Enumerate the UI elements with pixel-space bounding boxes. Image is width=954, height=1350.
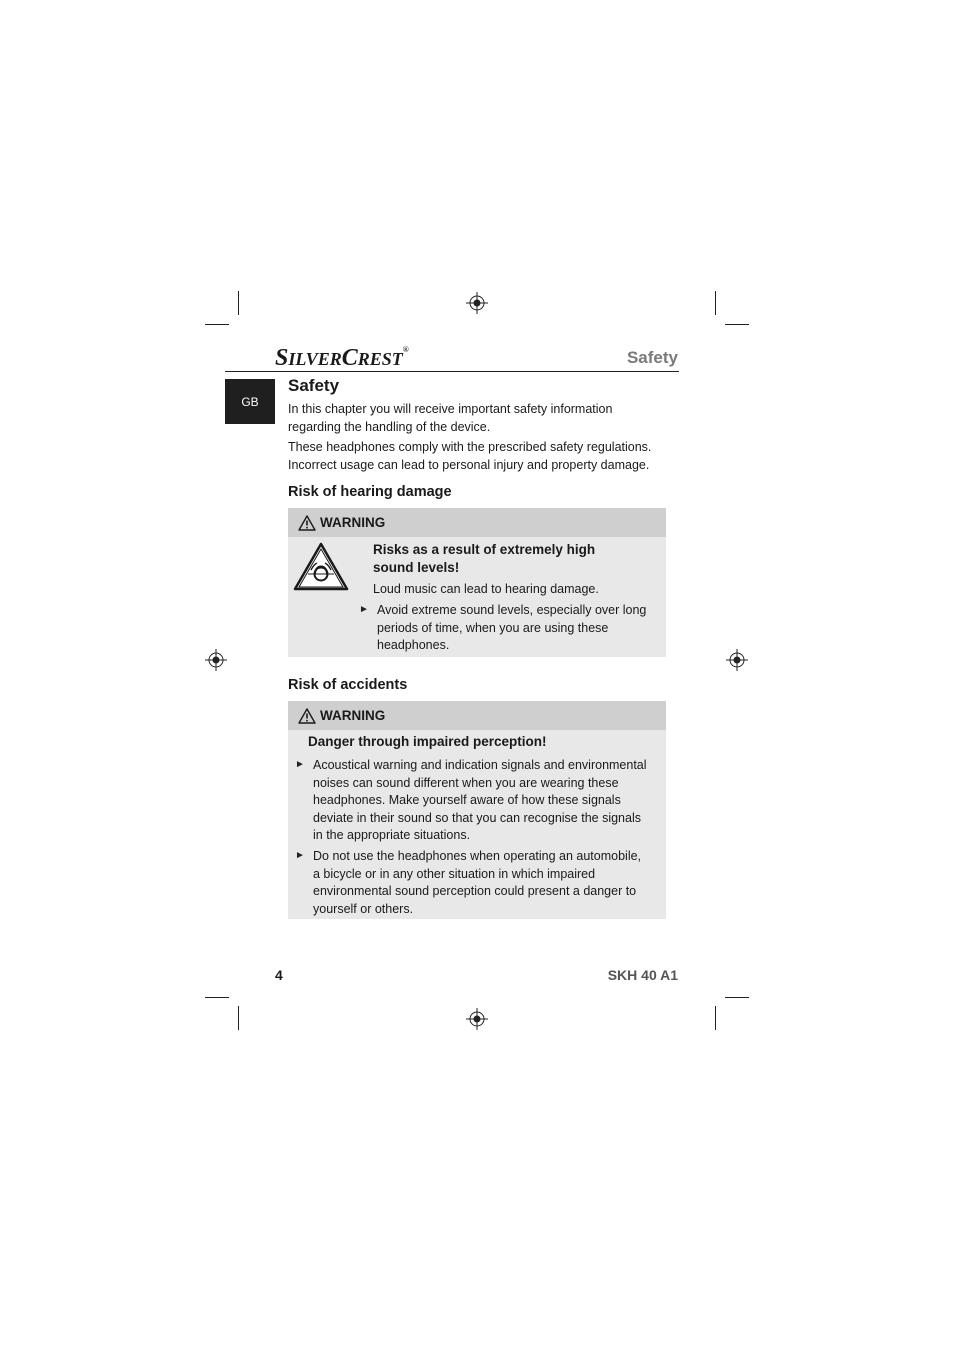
brand-logo: SILVERCREST® (275, 345, 409, 371)
hearing-warning-box (288, 508, 666, 657)
crop-mark (715, 291, 716, 315)
crop-mark (205, 997, 229, 998)
triangle-bullet-icon: ► (295, 850, 305, 861)
accidents-warning-title: Danger through impaired perception! (308, 734, 547, 749)
triangle-bullet-icon: ► (359, 604, 369, 615)
header-divider (225, 371, 679, 372)
crop-mark (238, 1006, 239, 1030)
registration-mark-icon (466, 292, 488, 314)
hearing-warning-title: Risks as a result of extremely high sound levels! (373, 542, 596, 575)
crop-mark (725, 324, 749, 325)
hearing-damage-sign-icon (293, 542, 349, 592)
crop-mark (725, 997, 749, 998)
crop-mark (205, 324, 229, 325)
accidents-bullet-text: Acoustical warning and indication signals and environmental noises can sound different when you are wearing these headphones. Make yourself aware of how these signals deviate in their sound so that you can recognise the signals in the appropriate situations. (313, 758, 647, 842)
accidents-heading: Risk of accidents (288, 677, 408, 693)
header-section-title: Safety (626, 348, 678, 367)
warning-header (288, 701, 666, 730)
page-number: 4 (275, 967, 283, 983)
hearing-warning-text: Loud music can lead to hearing damage. (373, 582, 599, 596)
registration-mark-icon (466, 1008, 488, 1030)
language-tab: GB (225, 379, 275, 424)
accidents-warning-box (288, 701, 666, 919)
crop-mark (238, 291, 239, 315)
registration-mark-icon (205, 649, 227, 671)
warning-header (288, 508, 666, 537)
warning-triangle-icon (298, 708, 316, 724)
triangle-bullet-icon: ► (295, 759, 305, 770)
warning-triangle-icon (298, 515, 316, 531)
accidents-bullet-text: Do not use the headphones when operating an automobile, a bicycle or in any other situation in which impaired environmental sound perception could present a danger to yourself or others. (313, 849, 642, 916)
page-title: Safety (288, 376, 340, 395)
registration-mark-icon (726, 649, 748, 671)
intro-paragraph: In this chapter you will receive important safety information regarding the handling of the device. (288, 402, 613, 434)
hearing-heading: Risk of hearing damage (288, 484, 452, 500)
crop-mark (715, 1006, 716, 1030)
warning-label: WARNING (320, 708, 386, 723)
warning-label: WARNING (320, 515, 386, 530)
model-number: SKH 40 A1 (607, 967, 678, 983)
hearing-bullet-text: Avoid extreme sound levels, especially over long periods of time, when you are using these headphones. (377, 603, 647, 652)
compliance-paragraph: These headphones comply with the prescribed safety regulations. Incorrect usage can lead to personal injury and property damage. (288, 440, 652, 472)
